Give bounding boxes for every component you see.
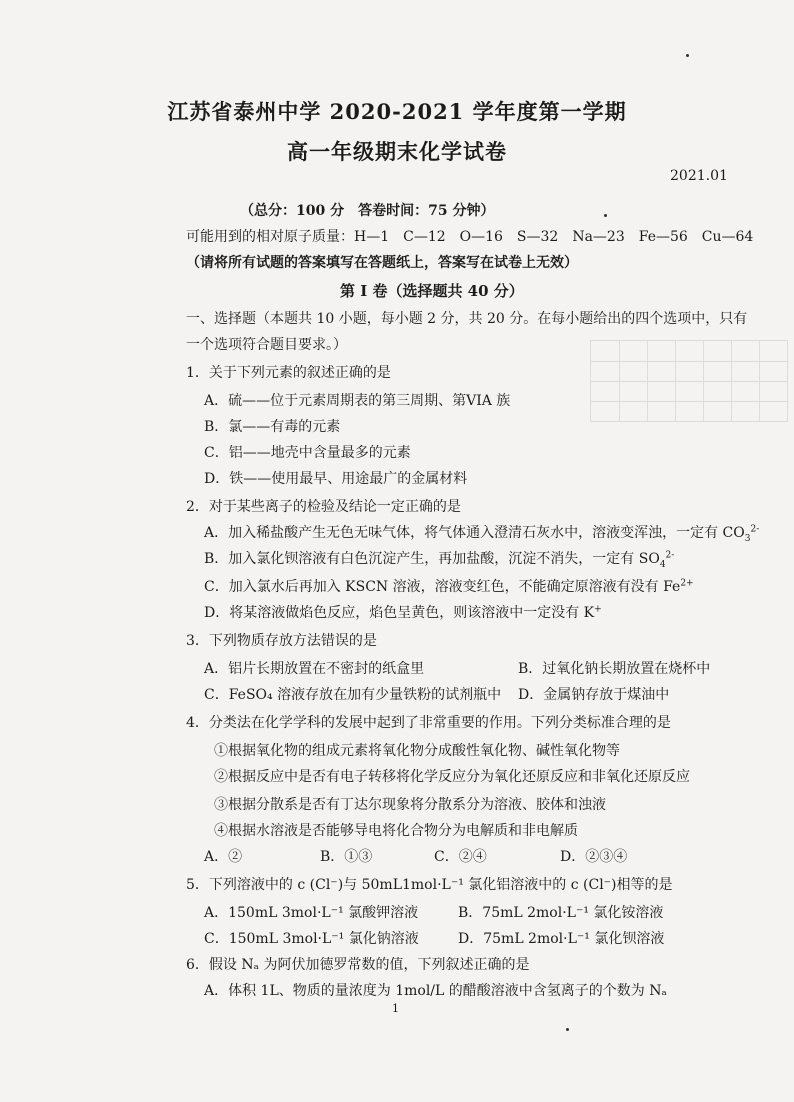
q4-option-c: C．②④ [434,849,487,865]
q4-option-b: B．①③ [320,849,373,865]
q6-option-a: A．体积 1L、物质的量浓度为 1mol/L 的醋酸溶液中含氢离子的个数为 Nₐ [204,983,667,999]
atomic-masses: 可能用到的相对原子质量：H—1 C—12 O—16 S—32 Na—23 Fe—56 Cu—64 [186,229,754,245]
q2-option-a-sub: 3 [744,533,751,544]
q3-option-d: D．金属钠存放于煤油中 [518,687,670,703]
question-3-stem: 3．下列物质存放方法错误的是 [186,633,377,649]
q4-statement-2: ②根据反应中是否有电子转移将化学反应分为氧化还原反应和非氧化还原反应 [214,769,690,785]
scan-speck [686,54,689,57]
score-and-time: （总分：100 分 答卷时间：75 分钟） [240,203,495,219]
exam-title: 江苏省泰州中学 2020-2021 学年度第一学期 [167,99,627,124]
q2-option-c-text: C．加入氯水后再加入 KSCN 溶液，溶液变红色，不能确定原溶液有没有 Fe [204,579,681,595]
q2-option-a-sup: 2- [750,524,760,535]
page-number: 1 [392,1002,399,1015]
question-2-stem: 2．对于某些离子的检验及结论一定正确的是 [186,499,461,515]
scan-speck [566,1028,569,1031]
scan-speck [604,214,607,217]
section-heading-cont: 一个选项符合题目要求。） [186,337,347,353]
q2-option-d-sup: + [594,604,602,615]
q2-option-a-text: A．加入稀盐酸产生无色无味气体，将气体通入澄清石灰水中，溶液变浑浊，一定有 CO [204,525,745,541]
q3-option-a: A．铝片长期放置在不密封的纸盒里 [204,661,425,677]
q1-option-b: B．氯——有毒的元素 [204,419,341,435]
q2-option-b-text: B．加入氯化钡溶液有白色沉淀产生，再加盐酸，沉淀不消失，一定有 SO [204,551,660,567]
exam-subtitle: 高一年级期末化学试卷 [287,139,507,164]
exam-date: 2021.01 [670,168,728,184]
q1-option-d: D．铁——使用最早、用途最广的金属材料 [204,471,468,487]
q4-statement-3: ③根据分散系是否有丁达尔现象将分散系分为溶液、胶体和浊液 [214,797,606,813]
q4-option-d: D．②③④ [560,849,628,865]
q5-option-d: D．75mL 2mol·L⁻¹ 氯化钡溶液 [458,931,665,947]
q2-option-b [204,548,674,570]
q2-option-c [204,576,694,596]
q5-option-c: C．150mL 3mol·L⁻¹ 氯化钠溶液 [204,931,419,947]
q4-statement-1: ①根据氧化物的组成元素将氧化物分成酸性氧化物、碱性氧化物等 [214,743,620,759]
q3-option-b: B．过氧化钠长期放置在烧杯中 [518,661,711,677]
q2-option-d-text: D．将某溶液做焰色反应，焰色呈黄色，则该溶液中一定没有 K [204,605,595,621]
q2-option-b-sub: 4 [659,559,666,570]
q1-option-c: C．铝——地壳中含量最多的元素 [204,445,411,461]
q1-option-a: A．硫——位于元素周期表的第三周期、第VIA 族 [204,393,511,409]
bleed-through-table [590,340,788,422]
question-4-stem: 4．分类法在化学学科的发展中起到了非常重要的作用。下列分类标准合理的是 [186,715,671,731]
q4-statement-4: ④根据水溶液是否能够导电将化合物分为电解质和非电解质 [214,823,578,839]
q2-option-a [204,522,759,544]
q4-option-a: A．② [204,849,243,865]
q2-option-b-sup: 2- [665,550,675,561]
question-6-stem: 6．假设 Nₐ 为阿伏加德罗常数的值，下列叙述正确的是 [186,957,530,973]
q5-option-a: A．150mL 3mol·L⁻¹ 氯酸钾溶液 [204,905,419,921]
q2-option-c-sup: 2+ [680,578,694,589]
answer-instruction: （请将所有试题的答案填写在答题纸上，答案写在试卷上无效） [186,255,578,271]
section-heading: 一、选择题（本题共 10 小题，每小题 2 分，共 20 分。在每小题给出的四个选项中，只有 [186,311,748,327]
q2-option-d [204,602,602,622]
question-1-stem: 1．关于下列元素的叙述正确的是 [186,365,391,381]
part-one-title: 第 I 卷（选择题共 40 分） [340,282,524,300]
question-5-stem: 5．下列溶液中的 c (Cl⁻)与 50mL1mol·L⁻¹ 氯化铝溶液中的 c (Cl⁻)相等的是 [186,877,673,893]
q3-option-c: C．FeSO₄ 溶液存放在加有少量铁粉的试剂瓶中 [204,687,502,703]
q5-option-b: B．75mL 2mol·L⁻¹ 氯化铵溶液 [458,905,664,921]
